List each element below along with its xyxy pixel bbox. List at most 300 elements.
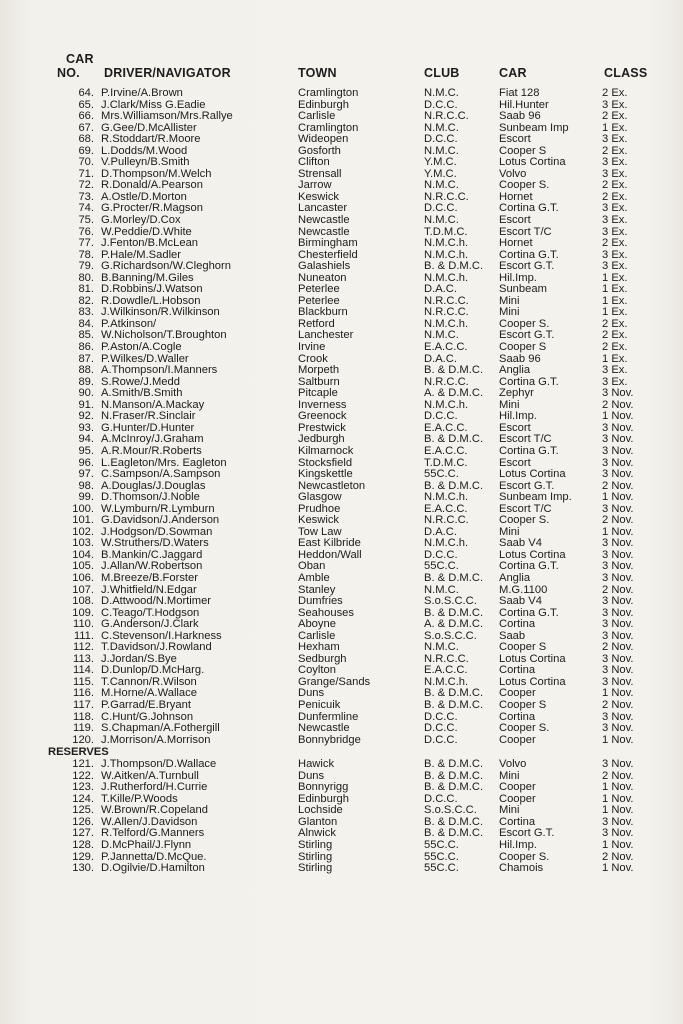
entry-driver-navigator: J.Whitfield/N.Edgar: [101, 583, 197, 596]
entry-class: 2 Ex.: [602, 87, 628, 99]
entry-number: 65.: [78, 98, 94, 111]
entry-driver-navigator: D.Dunlop/D.McHarg.: [101, 664, 205, 677]
entry-car: Cortina G.T.: [499, 248, 559, 261]
entry-car: Hornet: [499, 190, 533, 203]
entry-car: Lotus Cortina: [499, 156, 566, 169]
entry-driver-navigator: A.Thompson/I.Manners: [101, 364, 218, 377]
entry-driver-navigator: A.Ostle/D.Morton: [101, 190, 187, 203]
reserves-heading: RESERVES: [48, 746, 109, 759]
entry-car: Cooper: [499, 792, 536, 805]
entry-car: Escort G.T.: [499, 260, 555, 273]
entry-class: 3 Nov.: [602, 652, 634, 665]
entry-car: Cortina: [499, 664, 536, 677]
entry-driver-navigator: D.McPhail/J.Flynn: [101, 839, 192, 851]
entry-driver-navigator: S.Chapman/A.Fothergill: [101, 722, 220, 735]
entry-club: N.M.C.h.: [424, 398, 469, 411]
entry-car: Escort G.T.: [499, 479, 555, 492]
entry-driver-navigator: W.Struthers/D.Waters: [101, 537, 209, 550]
entry-class: 3 Nov.: [602, 387, 634, 400]
entry-town: Stirling: [298, 850, 333, 863]
entry-car: Hil.Imp.: [499, 839, 537, 851]
entry-number: 115.: [73, 675, 94, 688]
entry-town: Carlisle: [298, 629, 336, 642]
entry-class: 3 Nov.: [602, 618, 634, 631]
entry-class: 3 Nov.: [602, 560, 634, 573]
entry-club: 55C.C.: [424, 839, 459, 851]
entry-class: 1 Nov.: [602, 525, 634, 538]
entry-driver-navigator: V.Pulleyn/B.Smith: [101, 156, 190, 169]
entry-class: 2 Nov.: [602, 698, 634, 711]
reserve-row: [0, 863, 683, 875]
entry-driver-navigator: D.Ogilvie/D.Hamilton: [101, 862, 205, 875]
entry-number: 112.: [73, 641, 94, 654]
reserve-row: [0, 840, 683, 852]
entry-club: T.D.M.C.: [424, 456, 468, 469]
entry-club: S.o.S.C.C.: [424, 595, 477, 608]
entry-car: Cooper: [499, 733, 536, 746]
entry-car: Volvo: [499, 758, 527, 771]
entry-driver-navigator: G.Hunter/D.Hunter: [101, 421, 195, 434]
entry-car: Escort G.T.: [499, 827, 555, 840]
entry-car: Cortina: [499, 618, 536, 631]
entry-number: 81.: [78, 283, 94, 296]
entry-town: Prudhoe: [298, 502, 341, 515]
entry-class: 3 Nov.: [602, 456, 634, 469]
entry-class: 1 Nov.: [602, 839, 634, 851]
entry-driver-navigator: W.Allen/J.Davidson: [101, 815, 198, 828]
entry-club: B. & D.M.C.: [424, 571, 484, 584]
entry-town: Jedburgh: [298, 433, 345, 446]
entry-number: 119.: [73, 722, 94, 735]
entry-car: Volvo: [499, 167, 527, 180]
entry-number: 98.: [78, 479, 94, 492]
entry-number: 108.: [72, 595, 94, 608]
reserves-section: [0, 746, 683, 758]
entry-club: S.o.S.C.C.: [424, 629, 477, 642]
entry-number: 120.: [72, 733, 94, 746]
entry-car: Escort: [499, 133, 531, 146]
entry-number: 128.: [72, 839, 94, 851]
entry-club: Y.M.C.: [424, 167, 457, 180]
entry-town: Grange/Sands: [298, 675, 371, 688]
entry-row: [0, 596, 683, 608]
entry-class: 3 Nov.: [602, 722, 634, 735]
entry-driver-navigator: W.Aitken/A.Turnbull: [101, 769, 199, 782]
entry-class: 3 Nov.: [602, 595, 634, 608]
entry-club: E.A.C.C.: [424, 664, 468, 677]
entry-car: Cooper: [499, 687, 536, 700]
entry-driver-navigator: P.Wilkes/D.Waller: [101, 352, 189, 365]
entry-club: B. & D.M.C.: [424, 827, 484, 840]
entry-row: [0, 111, 683, 123]
entry-driver-navigator: J.Rutherford/H.Currie: [101, 781, 208, 794]
entry-driver-navigator: T.Kille/P.Woods: [101, 792, 178, 805]
entry-club: N.R.C.C.: [424, 110, 469, 123]
entry-number: 117.: [73, 698, 94, 711]
entry-number: 78.: [78, 248, 94, 261]
entry-town: Crook: [298, 352, 328, 365]
column-header: [0, 50, 683, 86]
entry-number: 129.: [72, 850, 94, 863]
entry-town: Chesterfield: [298, 248, 358, 261]
entry-town: Oban: [298, 560, 326, 573]
entry-club: E.A.C.C.: [424, 341, 468, 354]
entry-car: Cortina G.T.: [499, 606, 559, 619]
entry-town: Seahouses: [298, 606, 354, 619]
entry-car: Saab: [499, 629, 526, 642]
entry-number: 130.: [72, 862, 94, 875]
entry-town: Cramlington: [298, 121, 359, 134]
entry-club: E.A.C.C.: [424, 502, 468, 515]
entry-class: 3 Nov.: [602, 827, 634, 840]
entry-driver-navigator: A.R.Mour/R.Roberts: [101, 444, 202, 457]
entry-car: Lotus Cortina: [499, 548, 566, 561]
entry-number: 106.: [72, 571, 94, 584]
entry-driver-navigator: R.Stoddart/R.Moore: [101, 133, 201, 146]
entry-car: Cooper: [499, 781, 536, 794]
entry-club: N.M.C.: [424, 329, 459, 342]
entry-driver-navigator: J.Fenton/B.McLean: [101, 237, 199, 250]
entry-town: Pitcaple: [298, 387, 338, 400]
entry-car: Sunbeam: [499, 283, 547, 296]
entry-driver-navigator: J.Thompson/D.Wallace: [101, 758, 217, 771]
entry-number: 88.: [78, 364, 94, 377]
entry-number: 68.: [78, 133, 94, 146]
entry-club: A. & D.M.C.: [424, 387, 484, 400]
entry-town: Jarrow: [298, 179, 332, 192]
entry-driver-navigator: J.Hodgson/D.Sowman: [101, 525, 213, 538]
entry-driver-navigator: M.Breeze/B.Forster: [101, 571, 198, 584]
entry-class: 2 Nov.: [602, 583, 634, 596]
entry-driver-navigator: L.Dodds/M.Wood: [101, 144, 188, 157]
entry-number: 75.: [78, 214, 94, 227]
entry-number: 116.: [73, 687, 94, 700]
entry-number: 82.: [78, 294, 94, 307]
entry-driver-navigator: G.Anderson/J.Clark: [101, 618, 199, 631]
entry-row: [0, 342, 683, 354]
entry-number: 109.: [72, 606, 94, 619]
entry-club: N.M.C.h.: [424, 537, 469, 550]
entry-car: Zephyr: [499, 387, 534, 400]
entry-town: Bonnybridge: [298, 733, 361, 746]
entry-town: Cramlington: [298, 87, 359, 99]
header-driver-navigator: DRIVER/NAVIGATOR: [104, 66, 231, 80]
entry-number: 97.: [78, 468, 94, 481]
entry-car: Escort T/C: [499, 225, 552, 238]
entry-club: N.M.C.: [424, 641, 459, 654]
entry-club: B. & D.M.C.: [424, 781, 484, 794]
entry-class: 3 Ex.: [602, 260, 628, 273]
entry-number: 67.: [78, 121, 94, 134]
entry-number: 114.: [73, 664, 94, 677]
entry-number: 126.: [72, 815, 94, 828]
entry-town: Penicuik: [298, 698, 341, 711]
entry-club: D.C.C.: [424, 710, 458, 723]
entry-driver-navigator: D.Thomson/J.Noble: [101, 491, 200, 504]
entry-club: B. & D.M.C.: [424, 479, 484, 492]
entry-car: Saab 96: [499, 110, 541, 123]
entry-car: Cooper S: [499, 641, 547, 654]
entry-class: 2 Ex.: [602, 110, 628, 123]
entry-number: 102.: [72, 525, 94, 538]
entry-number: 110.: [73, 618, 94, 631]
entry-driver-navigator: T.Davidson/J.Rowland: [101, 641, 212, 654]
entry-class: 2 Ex.: [602, 317, 628, 330]
entry-club: D.C.C.: [424, 722, 458, 735]
entry-club: B. & D.M.C.: [424, 364, 484, 377]
entry-class: 3 Nov.: [602, 502, 634, 515]
entry-town: Glasgow: [298, 491, 342, 504]
entry-car: Escort: [499, 214, 531, 227]
entry-number: 104.: [72, 548, 94, 561]
entry-number: 125.: [72, 804, 94, 817]
entry-car: Saab 96: [499, 352, 541, 365]
entry-town: Heddon/Wall: [298, 548, 362, 561]
entry-row: [0, 735, 683, 747]
entry-club: N.M.C.h.: [424, 317, 469, 330]
entry-town: Strensall: [298, 167, 342, 180]
entry-row: [0, 469, 683, 481]
entry-town: Alnwick: [298, 827, 336, 840]
entry-driver-navigator: P.Hale/M.Sadler: [101, 248, 182, 261]
entry-class: 2 Nov.: [602, 479, 634, 492]
entry-class: 1 Nov.: [602, 491, 634, 504]
entry-town: Kingskettle: [298, 468, 353, 481]
entry-club: D.C.C.: [424, 98, 458, 111]
entry-car: Chamois: [499, 862, 544, 875]
entry-class: 2 Nov.: [602, 769, 634, 782]
entry-car: Cortina: [499, 710, 536, 723]
entry-class: 1 Nov.: [602, 781, 634, 794]
entry-car: Anglia: [499, 571, 531, 584]
entry-driver-navigator: D.Thompson/M.Welch: [101, 167, 212, 180]
entry-car: Lotus Cortina: [499, 675, 566, 688]
entry-car: Cortina G.T.: [499, 444, 559, 457]
entry-number: 105.: [72, 560, 94, 573]
entry-class: 3 Ex.: [602, 214, 628, 227]
entry-number: 89.: [78, 375, 94, 388]
entry-number: 93.: [78, 421, 94, 434]
entry-driver-navigator: A.Smith/B.Smith: [101, 387, 183, 400]
entry-driver-navigator: D.Robbins/J.Watson: [101, 283, 203, 296]
entry-club: N.M.C.h.: [424, 248, 469, 261]
entry-driver-navigator: S.Rowe/J.Medd: [101, 375, 180, 388]
entry-driver-navigator: P.Jannetta/D.McQue.: [101, 850, 207, 863]
entry-town: Irvine: [298, 341, 326, 354]
entry-town: Sedburgh: [298, 652, 347, 665]
entry-number: 99.: [78, 491, 94, 504]
entry-club: N.R.C.C.: [424, 652, 469, 665]
entry-class: 3 Ex.: [602, 202, 628, 215]
entry-club: N.R.C.C.: [424, 306, 469, 319]
entry-class: 3 Nov.: [602, 571, 634, 584]
entry-number: 69.: [78, 144, 94, 157]
entry-club: D.C.C.: [424, 733, 458, 746]
entry-row: [0, 365, 683, 377]
header-car-no-line1: CAR: [66, 52, 94, 66]
entry-number: 94.: [78, 433, 94, 446]
entry-class: 1 Nov.: [602, 804, 634, 817]
entry-town: Hawick: [298, 758, 335, 771]
entry-club: N.M.C.: [424, 87, 459, 99]
entry-number: 74.: [78, 202, 94, 215]
entry-driver-navigator: Mrs.Williamson/Mrs.Rallye: [101, 110, 233, 123]
entry-driver-navigator: B.Banning/M.Giles: [101, 271, 194, 284]
entry-driver-navigator: N.Manson/A.Mackay: [101, 398, 205, 411]
entry-class: 1 Ex.: [602, 121, 628, 134]
entry-driver-navigator: R.Dowdle/L.Hobson: [101, 294, 201, 307]
entry-car: M.G.1100: [499, 583, 548, 596]
entry-number: 84.: [78, 317, 94, 330]
entry-club: B. & D.M.C.: [424, 687, 484, 700]
entry-car: Mini: [499, 398, 520, 411]
entry-number: 123.: [72, 781, 94, 794]
entry-car: Mini: [499, 294, 520, 307]
entry-car: Escort: [499, 421, 531, 434]
entry-driver-navigator: P.Irvine/A.Brown: [101, 87, 183, 99]
entry-number: 101.: [72, 514, 94, 527]
entry-driver-navigator: G.Gee/D.McAllister: [101, 121, 197, 134]
entry-town: Stocksfield: [298, 456, 353, 469]
entry-town: Keswick: [298, 514, 340, 527]
entry-town: Lochside: [298, 804, 343, 817]
entry-club: T.D.M.C.: [424, 225, 468, 238]
entry-number: 113.: [73, 652, 94, 665]
entry-town: Inverness: [298, 398, 347, 411]
entry-car: Escort T/C: [499, 433, 552, 446]
entry-town: Tow Law: [298, 525, 342, 538]
entry-class: 1 Ex.: [602, 306, 628, 319]
entry-town: Morpeth: [298, 364, 340, 377]
entry-club: E.A.C.C.: [424, 421, 468, 434]
entry-car: Sunbeam Imp: [499, 121, 569, 134]
entry-town: Edinburgh: [298, 792, 350, 805]
entry-car: Hil.Imp.: [499, 410, 537, 423]
entry-car: Cooper S.: [499, 317, 550, 330]
entry-row: [0, 619, 683, 631]
entry-class: 3 Nov.: [602, 606, 634, 619]
entry-class: 3 Nov.: [602, 664, 634, 677]
entry-club: B. & D.M.C.: [424, 698, 484, 711]
entry-driver-navigator: C.Teago/T.Hodgson: [101, 606, 200, 619]
entry-number: 86.: [78, 341, 94, 354]
entry-driver-navigator: W.Nicholson/T.Broughton: [101, 329, 227, 342]
entry-driver-navigator: B.Mankin/C.Jaggard: [101, 548, 203, 561]
entry-club: D.C.C.: [424, 202, 458, 215]
entry-class: 3 Ex.: [602, 248, 628, 261]
entry-club: B. & D.M.C.: [424, 758, 484, 771]
entry-number: 95.: [78, 444, 94, 457]
entry-town: Greenock: [298, 410, 347, 423]
entry-driver-navigator: M.Horne/A.Wallace: [101, 687, 197, 700]
entry-class: 2 Nov.: [602, 641, 634, 654]
entry-number: 70.: [78, 156, 94, 169]
entry-driver-navigator: G.Richardson/W.Cleghorn: [101, 260, 231, 273]
entry-driver-navigator: W.Peddie/D.White: [101, 225, 192, 238]
entry-club: N.R.C.C.: [424, 514, 469, 527]
entry-number: 96.: [78, 456, 94, 469]
entry-number: 103.: [72, 537, 94, 550]
entry-row: [0, 238, 683, 250]
entry-driver-navigator: J.Morrison/A.Morrison: [101, 733, 211, 746]
entry-class: 1 Nov.: [602, 792, 634, 805]
entry-club: N.R.C.C.: [424, 190, 469, 203]
entry-car: Cortina G.T.: [499, 202, 559, 215]
entry-town: Carlisle: [298, 110, 336, 123]
entry-car: Hil.Hunter: [499, 98, 549, 111]
entry-class: 1 Nov.: [602, 687, 634, 700]
entry-club: D.A.C.: [424, 352, 457, 365]
entry-town: Newcastle: [298, 214, 350, 227]
entry-number: 122.: [72, 769, 94, 782]
entry-club: S.o.S.C.C.: [424, 804, 477, 817]
entry-car: Saab V4: [499, 595, 542, 608]
entry-club: N.R.C.C.: [424, 375, 469, 388]
entry-number: 121.: [72, 758, 94, 771]
entry-club: N.M.C.h.: [424, 491, 469, 504]
entry-class: 3 Ex.: [602, 375, 628, 388]
entry-class: 1 Ex.: [602, 294, 628, 307]
entry-class: 3 Nov.: [602, 444, 634, 457]
entry-number: 100.: [72, 502, 94, 515]
entry-town: Duns: [298, 769, 325, 782]
entry-class: 3 Ex.: [602, 167, 628, 180]
entry-car: Mini: [499, 769, 520, 782]
entry-car: Saab V4: [499, 537, 542, 550]
entry-row: [0, 573, 683, 585]
entry-class: 1 Nov.: [602, 733, 634, 746]
entry-row: [0, 492, 683, 504]
entry-town: Clifton: [298, 156, 330, 169]
entry-town: East Kilbride: [298, 537, 361, 550]
entry-car: Sunbeam Imp.: [499, 491, 572, 504]
header-car-no-line2: NO.: [57, 66, 80, 80]
entry-club: B. & D.M.C.: [424, 260, 484, 273]
entry-town: Peterlee: [298, 283, 340, 296]
entry-row: [0, 723, 683, 735]
entry-number: 83.: [78, 306, 94, 319]
entry-class: 3 Nov.: [602, 421, 634, 434]
entry-club: D.C.C.: [424, 548, 458, 561]
entry-row: [0, 446, 683, 458]
entry-class: 3 Nov.: [602, 758, 634, 771]
header-class: CLASS: [604, 66, 648, 80]
entry-car: Cortina: [499, 815, 536, 828]
entry-list: [0, 88, 683, 875]
entry-car: Mini: [499, 306, 520, 319]
entry-town: Stirling: [298, 839, 333, 851]
entry-car: Cooper S.: [499, 514, 550, 527]
entry-number: 92.: [78, 410, 94, 423]
entry-club: D.C.C.: [424, 792, 458, 805]
entry-club: B. & D.M.C.: [424, 769, 484, 782]
entry-car: Lotus Cortina: [499, 652, 566, 665]
entry-number: 76.: [78, 225, 94, 238]
entry-class: 3 Nov.: [602, 468, 634, 481]
entry-number: 118.: [73, 710, 94, 723]
entry-class: 3 Ex.: [602, 364, 628, 377]
entry-class: 1 Ex.: [602, 271, 628, 284]
entry-driver-navigator: R.Telford/G.Manners: [101, 827, 205, 840]
entry-club: D.C.C.: [424, 133, 458, 146]
entry-club: N.R.C.C.: [424, 294, 469, 307]
entry-town: Duns: [298, 687, 325, 700]
entry-car: Cooper S.: [499, 722, 550, 735]
entry-town: Saltburn: [298, 375, 340, 388]
entry-car: Cortina G.T.: [499, 560, 559, 573]
entry-number: 71.: [78, 167, 94, 180]
entry-driver-navigator: J.Clark/Miss G.Eadie: [101, 98, 206, 111]
